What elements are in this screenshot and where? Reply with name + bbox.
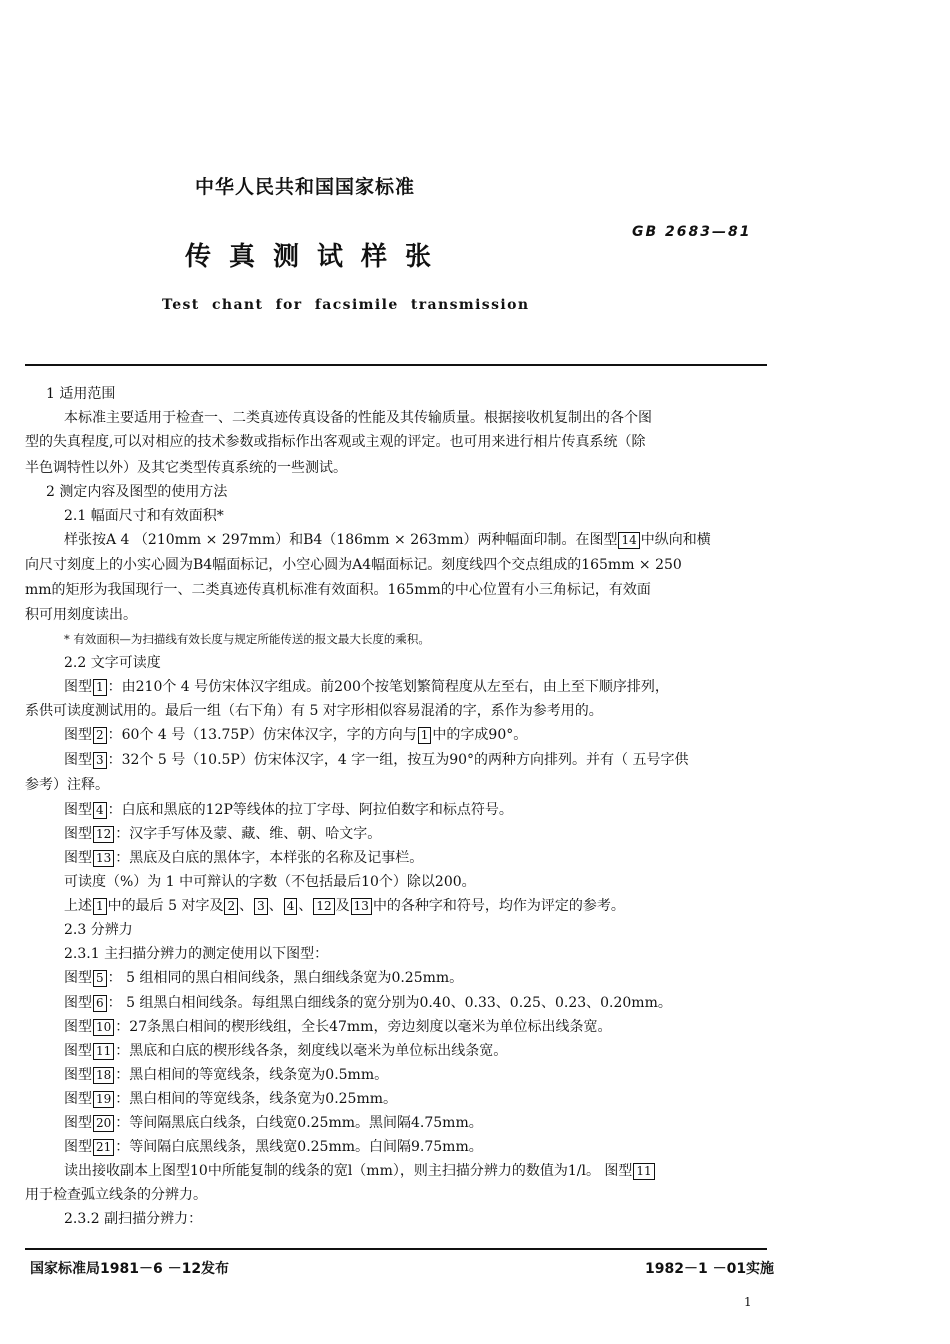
text-line: 向尺寸刻度上的小实心圆为B4幅面标记，小空心圆为A4幅面标记。刻度线四个交点组成的165mm × 250 — [25, 557, 682, 573]
text-line: 系供可读度测试用的。最后一组（右下角）有 5 对字形相似容易混淆的字，系作为参考用的。 — [25, 703, 603, 719]
text-line: 图型 13 ：黑底及白底的黑体字，本样张的名称及记事栏。 — [64, 850, 424, 866]
figure-number-box: 14 — [618, 532, 639, 549]
text-line: 图型 10 ：27条黑白相间的楔形线组，全长47mm，旁边刻度以毫米为单位标出线条宽。 — [64, 1019, 612, 1035]
text-line: 2.2 文字可读度 — [64, 655, 161, 671]
figure-number-box: 18 — [93, 1067, 114, 1084]
figure-number-box: 1 — [93, 679, 107, 696]
figure-number-box: 1 — [93, 898, 107, 915]
text-line: 1 适用范围 — [46, 386, 116, 402]
figure-number-box: 2 — [224, 898, 238, 915]
text-line: 图型 21 ：等间隔白底黑线条，黑线宽0.25mm。白间隔9.75mm。 — [64, 1139, 483, 1155]
text-line: 用于检查弧立线条的分辨力。 — [25, 1187, 207, 1203]
text-line: 图型 12 ：汉字手写体及蒙、藏、维、朝、哈文字。 — [64, 826, 382, 842]
text-line: 图型 5 ： 5 组相同的黑白相间线条，黑白细线条宽为0.25mm。 — [64, 970, 464, 986]
text-line: 2.3.1 主扫描分辨力的测定使用以下图型： — [64, 946, 329, 962]
issue-date: 国家标准局1981－6 －12发布 — [30, 1261, 230, 1277]
figure-number-box: 4 — [284, 898, 298, 915]
figure-number-box: 13 — [93, 850, 114, 867]
text-line: 图型 11 ：黑底和白底的楔形线各条，刻度线以毫米为单位标出线条宽。 — [64, 1043, 508, 1059]
text-line: 积可用刻度读出。 — [25, 607, 137, 623]
figure-number-box: 10 — [93, 1019, 114, 1036]
figure-number-box: 3 — [93, 752, 107, 769]
figure-number-box: 4 — [93, 802, 107, 819]
text-line: 半色调特性以外）及其它类型传真系统的一些测试。 — [25, 460, 347, 476]
figure-number-box: 1 — [418, 727, 432, 744]
document-title-cn: 传真测试样张 — [185, 242, 450, 272]
page-number: 1 — [744, 1295, 752, 1309]
standard-number: GB 2683—81 — [632, 224, 752, 240]
text-line: 可读度（%）为 1 中可辩认的字数（不包括最后10个）除以200。 — [64, 874, 476, 890]
text-line: 图型 4 ：白底和黑底的12P等线体的拉丁字母、阿拉伯数字和标点符号。 — [64, 802, 513, 818]
text-line: 本标准主要适用于检查一、二类真迹传真设备的性能及其传输质量。根据接收机复制出的各个图 — [64, 410, 652, 426]
figure-number-box: 19 — [93, 1091, 114, 1108]
text-line: mm的矩形为我国现行一、二类真迹传真机标准有效面积。165mm的中心位置有小三角标记，有效面 — [25, 582, 651, 598]
figure-number-box: 3 — [254, 898, 268, 915]
figure-number-box: 12 — [313, 898, 334, 915]
figure-number-box: 11 — [633, 1163, 654, 1180]
text-line: 2.1 幅面尺寸和有效面积* — [64, 508, 224, 524]
text-line: 图型 1 ：由210个 4 号仿宋体汉字组成。前200个按笔划繁简程度从左至右，由上至下顺序排列， — [64, 679, 669, 695]
text-line: 2.3.2 副扫描分辨力： — [64, 1211, 203, 1227]
text-line: 读出接收副本上图型10中所能复制的线条的宽l（mm），则主扫描分辨力的数值为1/l。 图型 11 — [64, 1161, 656, 1181]
figure-number-box: 5 — [93, 970, 107, 987]
figure-number-box: 2 — [93, 727, 107, 744]
figure-number-box: 21 — [93, 1139, 114, 1156]
text-line: 图型 2 ：60个 4 号（13.75P）仿宋体汉字，字的方向与 1 中的字成90°。 — [64, 727, 528, 743]
text-line: 图型 20 ：等间隔黑底白线条，白线宽0.25mm。黑间隔4.75mm。 — [64, 1115, 483, 1131]
text-line: 图型 6 ： 5 组黑白相间线条。每组黑白细线条的宽分别为0.40、0.33、0.25、0.23、0.20mm。 — [64, 995, 672, 1011]
text-line: 上述 1 中的最后 5 对字及 2 、 3 、 4 、 12 及 13 中的各种字和符号，均作为评定的参考。 — [64, 898, 625, 914]
text-line: 图型 3 ：32个 5 号（10.5P）仿宋体汉字，4 字一组，按互为90°的两种方向排列。并有（ 五号字供 — [64, 752, 689, 768]
text-line: * 有效面积—为扫描线有效长度与规定所能传送的报文最大长度的乘积。 — [64, 632, 430, 646]
text-line: 型的失真程度,可以对相应的技术参数或指标作出客观或主观的评定。也可用来进行相片传真系统（除 — [25, 434, 646, 450]
text-line: 参考）注释。 — [25, 777, 109, 793]
header-divider — [25, 364, 767, 366]
footer-divider — [25, 1248, 767, 1250]
text-line: 图型 18 ：黑白相间的等宽线条，线条宽为0.5mm。 — [64, 1067, 389, 1083]
text-line: 2.3 分辨力 — [64, 922, 133, 938]
text-line: 样张按A 4 （210mm × 297mm）和B4（186mm × 263mm）两种幅面印制。在图型 14 中纵向和横 — [64, 532, 711, 548]
text-line: 2 测定内容及图型的使用方法 — [46, 484, 228, 500]
figure-number-box: 20 — [93, 1115, 114, 1132]
figure-number-box: 6 — [93, 995, 107, 1012]
document-title-en: Test chant for facsimile transmission — [162, 297, 530, 313]
effective-date: 1982－1 －01实施 — [645, 1261, 775, 1277]
issuing-country-header: 中华人民共和国国家标准 — [195, 176, 416, 198]
figure-number-box: 11 — [93, 1043, 114, 1060]
text-line: 图型 19 ：黑白相间的等宽线条，线条宽为0.25mm。 — [64, 1091, 398, 1107]
figure-number-box: 13 — [351, 898, 372, 915]
figure-number-box: 12 — [93, 826, 114, 843]
